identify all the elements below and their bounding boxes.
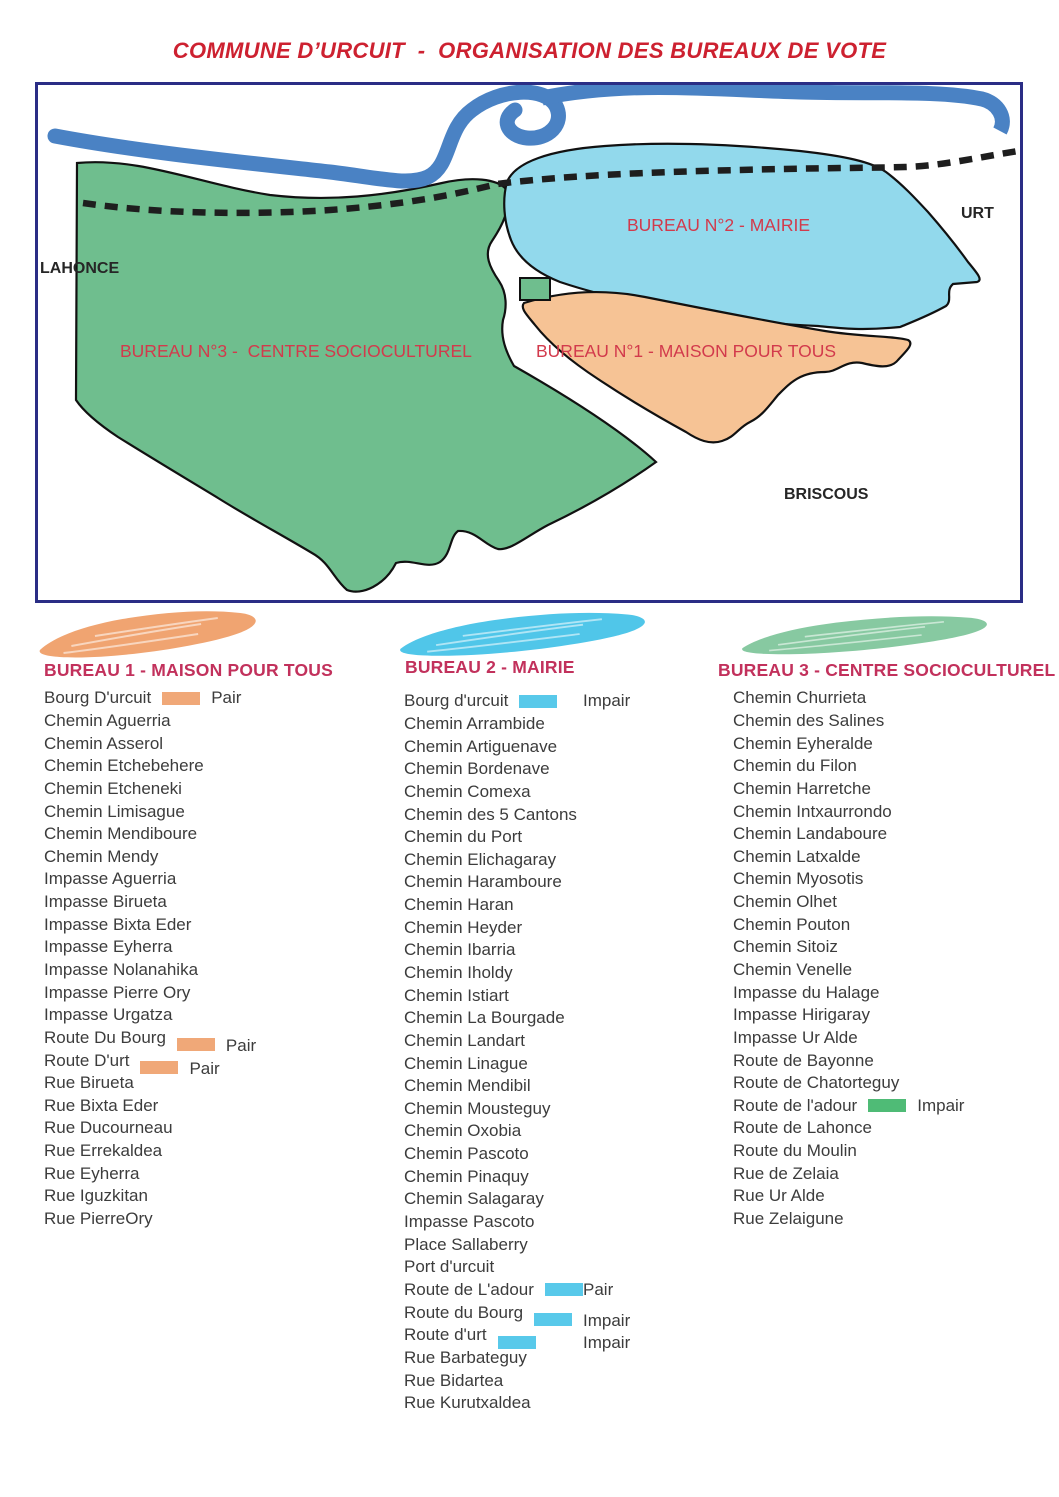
street-name: Route du Moulin xyxy=(733,1141,857,1161)
street-list-bureau3 xyxy=(733,687,1053,1230)
street-name: Chemin Landart xyxy=(404,1030,525,1050)
street-row xyxy=(733,710,1053,733)
street-row xyxy=(733,732,1053,755)
map-label-bureau1: BUREAU N°1 - MAISON POUR TOUS xyxy=(536,341,837,361)
street-row xyxy=(733,1049,1053,1072)
street-row xyxy=(404,690,734,713)
street-row xyxy=(44,1162,394,1185)
street-row xyxy=(733,845,1053,868)
street-row xyxy=(44,1140,394,1163)
column-header-bureau2: BUREAU 2 - MAIRIE xyxy=(405,657,575,677)
parity-label: Impair xyxy=(917,1095,965,1115)
street-name: Chemin Pascoto xyxy=(404,1144,529,1164)
street-name: Rue Kurutxaldea xyxy=(404,1393,531,1413)
street-row xyxy=(404,781,734,804)
street-name: Chemin Limisague xyxy=(44,801,185,821)
street-row xyxy=(44,1072,394,1095)
parity-swatch-icon xyxy=(545,1283,583,1296)
commune-map xyxy=(38,85,1020,600)
street-name: Impasse Pascoto xyxy=(404,1212,535,1232)
street-name: Impasse Ur Alde xyxy=(733,1027,858,1047)
street-row xyxy=(404,984,734,1007)
parity-swatch-icon xyxy=(519,695,557,708)
street-row xyxy=(404,962,734,985)
street-row xyxy=(733,687,1053,710)
map-frame xyxy=(35,82,1023,603)
street-row xyxy=(44,1004,394,1027)
street-name: Chemin Haramboure xyxy=(404,872,562,892)
street-row xyxy=(44,1185,394,1208)
street-row xyxy=(733,800,1053,823)
street-row xyxy=(733,1004,1053,1027)
street-row xyxy=(404,916,734,939)
street-row xyxy=(404,1279,734,1302)
street-name: Route de Lahonce xyxy=(733,1118,872,1138)
street-row xyxy=(404,1256,734,1279)
street-name: Chemin Istiart xyxy=(404,985,509,1005)
street-name: Rue Ur Alde xyxy=(733,1186,825,1206)
brush-stroke-bureau3-icon xyxy=(738,612,994,658)
street-name: Chemin Mousteguy xyxy=(404,1098,551,1118)
street-name: Chemin Heyder xyxy=(404,917,523,937)
street-row xyxy=(404,1188,734,1211)
street-row xyxy=(44,959,394,982)
street-row xyxy=(404,1030,734,1053)
street-row xyxy=(733,891,1053,914)
street-name: Chemin Harretche xyxy=(733,778,871,798)
street-row xyxy=(733,959,1053,982)
street-name: Route du Bourg xyxy=(404,1302,524,1322)
street-row xyxy=(404,848,734,871)
parity-swatch-icon xyxy=(868,1099,906,1112)
column-header-bureau3: BUREAU 3 - CENTRE SOCIOCULTUREL xyxy=(718,660,1056,680)
street-name: Impasse Aguerria xyxy=(44,869,177,889)
town-label-briscous: BRISCOUS xyxy=(784,486,869,503)
street-row xyxy=(44,1095,394,1118)
street-name: Route Du Bourg xyxy=(44,1027,166,1047)
map-region-square xyxy=(520,278,550,300)
page-title: COMMUNE D’URCUIT - ORGANISATION DES BUREAUX DE VOTE xyxy=(172,38,887,63)
street-name: Bourg D'urcuit xyxy=(44,688,152,708)
parity-label: Pair xyxy=(189,1058,220,1078)
street-row xyxy=(404,1007,734,1030)
parity-label: Pair xyxy=(211,688,242,708)
street-row xyxy=(404,1301,734,1330)
street-row xyxy=(404,758,734,781)
street-name: Impasse Hirigaray xyxy=(733,1005,870,1025)
map-label-bureau2: BUREAU N°2 - MAIRIE xyxy=(627,215,810,235)
street-row xyxy=(44,936,394,959)
street-name: Chemin La Bourgade xyxy=(404,1008,565,1028)
street-row xyxy=(733,1095,1053,1118)
street-name: Chemin Eyheralde xyxy=(733,733,873,753)
street-name: Chemin Salagaray xyxy=(404,1189,544,1209)
street-row xyxy=(733,755,1053,778)
street-name: Chemin Mendibil xyxy=(404,1076,531,1096)
street-row xyxy=(733,913,1053,936)
town-label-urt: URT xyxy=(961,205,994,222)
street-row xyxy=(44,1117,394,1140)
street-name: Chemin Venelle xyxy=(733,960,853,979)
street-name: Port d'urcuit xyxy=(404,1257,495,1277)
street-name: Chemin des Salines xyxy=(733,710,885,730)
street-name: Chemin Mendy xyxy=(44,846,159,866)
street-name: Chemin Comexa xyxy=(404,781,531,801)
street-name: Route de l'adour xyxy=(733,1095,858,1115)
street-name: Chemin Asserol xyxy=(44,733,164,753)
street-name: Rue Eyherra xyxy=(44,1163,140,1183)
street-row xyxy=(733,1027,1053,1050)
street-row xyxy=(44,981,394,1004)
street-name: Rue Ducourneau xyxy=(44,1118,173,1138)
street-row xyxy=(404,1075,734,1098)
street-row xyxy=(733,1140,1053,1163)
street-row xyxy=(404,826,734,849)
street-name: Place Sallaberry xyxy=(404,1234,528,1254)
street-row xyxy=(404,1369,734,1392)
street-name: Chemin Churrieta xyxy=(733,688,867,708)
street-name: Rue Bidartea xyxy=(404,1370,504,1390)
street-name: Chemin Ibarria xyxy=(404,940,516,960)
street-name: Rue Barbateguy xyxy=(404,1347,527,1367)
street-name: Chemin Bordenave xyxy=(404,759,550,779)
street-row xyxy=(733,1208,1053,1231)
street-row xyxy=(404,1143,734,1166)
street-row xyxy=(44,778,394,801)
street-row xyxy=(44,823,394,846)
street-row xyxy=(733,823,1053,846)
street-name: Route d'urt xyxy=(404,1325,487,1345)
street-row xyxy=(44,1027,394,1055)
river-east-icon xyxy=(542,87,1002,131)
street-row xyxy=(404,1052,734,1075)
street-name: Chemin Etchebehere xyxy=(44,756,204,776)
street-name: Route de Bayonne xyxy=(733,1050,874,1070)
street-name: Chemin Artiguenave xyxy=(404,736,558,756)
street-name: Rue Iguzkitan xyxy=(44,1186,148,1206)
brush-stroke-bureau2-icon xyxy=(396,608,652,660)
street-name: Impasse Birueta xyxy=(44,892,167,912)
street-name: Chemin Linague xyxy=(404,1053,528,1073)
street-name: Rue PierreOry xyxy=(44,1209,153,1229)
street-row xyxy=(404,1211,734,1234)
street-name: Route de L'adour xyxy=(404,1279,534,1299)
street-name: Impasse Nolanahika xyxy=(44,960,199,979)
street-row xyxy=(404,1233,734,1256)
brush-stroke-bureau1-icon xyxy=(36,606,262,662)
street-row xyxy=(44,800,394,823)
street-row xyxy=(404,1098,734,1121)
street-name: Impasse Bixta Eder xyxy=(44,914,192,934)
town-label-lahonce: LAHONCE xyxy=(40,260,120,277)
street-name: Rue Zelaigune xyxy=(733,1209,844,1229)
street-row xyxy=(44,845,394,868)
street-row xyxy=(404,894,734,917)
street-name: Chemin Pouton xyxy=(733,914,851,934)
street-name: Chemin Intxaurrondo xyxy=(733,801,892,821)
street-name: Chemin Etcheneki xyxy=(44,778,182,798)
street-row xyxy=(44,732,394,755)
street-name: Chemin Sitoiz xyxy=(733,937,838,957)
street-name: Chemin du Port xyxy=(404,827,523,847)
street-name: Route de Chatorteguy xyxy=(733,1073,900,1093)
street-name: Impasse Pierre Ory xyxy=(44,982,191,1002)
street-row xyxy=(44,913,394,936)
street-name: Impasse Eyherra xyxy=(44,937,173,957)
street-name: Chemin Oxobia xyxy=(404,1121,522,1141)
street-row xyxy=(404,735,734,758)
street-row xyxy=(44,687,394,710)
street-row xyxy=(404,1324,734,1353)
street-row xyxy=(404,871,734,894)
street-name: Chemin Myosotis xyxy=(733,869,864,889)
parity-label: Impair xyxy=(583,691,631,711)
street-row xyxy=(44,1049,394,1078)
column-header-bureau1: BUREAU 1 - MAISON POUR TOUS xyxy=(44,660,333,680)
street-name: Rue de Zelaia xyxy=(733,1163,839,1183)
street-name: Route D'urt xyxy=(44,1050,130,1070)
street-row xyxy=(733,1072,1053,1095)
street-row xyxy=(404,1347,734,1370)
street-name: Chemin Aguerria xyxy=(44,710,171,730)
street-name: Chemin du Filon xyxy=(733,756,857,776)
street-name: Chemin Arrambide xyxy=(404,713,545,733)
street-row xyxy=(44,1208,394,1231)
street-row xyxy=(733,1162,1053,1185)
street-row xyxy=(44,710,394,733)
street-name: Impasse du Halage xyxy=(733,982,880,1002)
street-row xyxy=(733,981,1053,1004)
street-row xyxy=(44,868,394,891)
parity-label: Pair xyxy=(583,1279,614,1299)
parity-label: Pair xyxy=(225,1035,257,1055)
street-row xyxy=(404,1165,734,1188)
street-row xyxy=(404,803,734,826)
parity-label: Impair xyxy=(583,1310,631,1330)
street-list-bureau1 xyxy=(44,687,394,1230)
street-name: Chemin Elichagaray xyxy=(404,849,557,869)
street-row xyxy=(733,1185,1053,1208)
street-name: Chemin Haran xyxy=(404,895,514,915)
street-list-bureau2 xyxy=(404,690,734,1415)
street-name: Chemin Pinaquy xyxy=(404,1166,529,1186)
street-name: Chemin Landaboure xyxy=(733,824,888,844)
street-row xyxy=(733,936,1053,959)
street-name: Bourg d'urcuit xyxy=(404,691,509,711)
map-label-bureau3: BUREAU N°3 - CENTRE SOCIOCULTUREL xyxy=(120,341,472,361)
parity-label: Impair xyxy=(583,1333,631,1353)
street-row xyxy=(733,778,1053,801)
street-row xyxy=(404,1120,734,1143)
street-name: Rue Bixta Eder xyxy=(44,1095,159,1115)
street-name: Rue Errekaldea xyxy=(44,1141,163,1161)
street-row xyxy=(404,1392,734,1415)
street-name: Rue Birueta xyxy=(44,1073,134,1093)
street-row xyxy=(733,1117,1053,1140)
street-name: Chemin Olhet xyxy=(733,892,837,912)
street-row xyxy=(404,939,734,962)
street-name: Chemin Latxalde xyxy=(733,846,861,866)
street-row xyxy=(44,891,394,914)
street-name: Impasse Urgatza xyxy=(44,1005,173,1025)
parity-swatch-icon xyxy=(162,692,200,705)
street-name: Chemin des 5 Cantons xyxy=(404,804,577,824)
street-name: Chemin Mendiboure xyxy=(44,824,198,844)
street-row xyxy=(44,755,394,778)
street-row xyxy=(404,713,734,736)
street-name: Chemin Iholdy xyxy=(404,963,513,982)
street-row xyxy=(733,868,1053,891)
